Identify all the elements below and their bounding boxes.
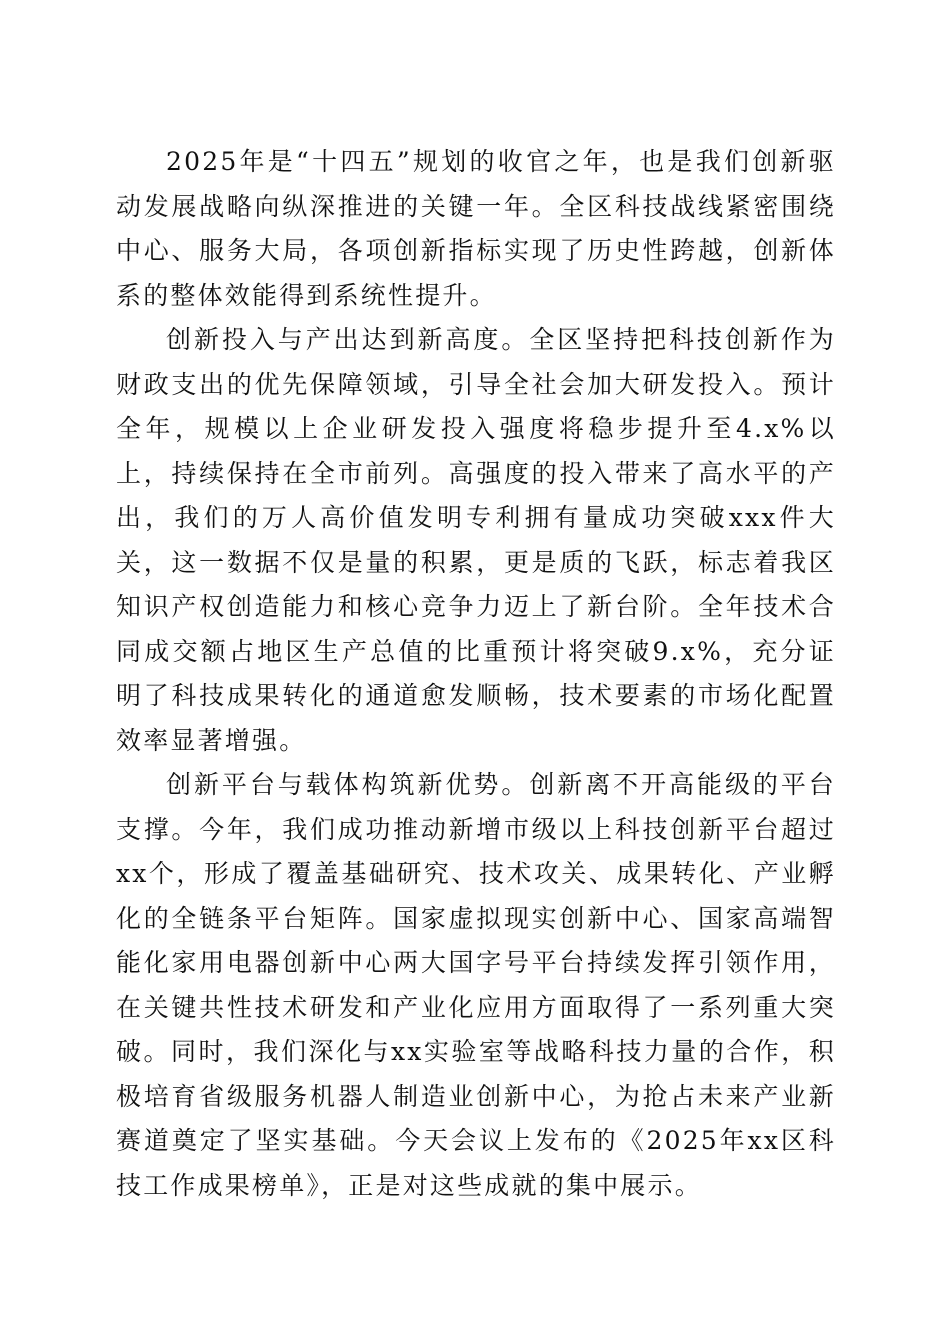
paragraph-innovation-input-output: 创新投入与产出达到新高度。全区坚持把科技创新作为财政支出的优先保障领域，引导全社会加大研发投入。预计全年，规模以上企业研发投入强度将稳步提升至4.x%以上，持续保持在全市前列。高强度的投入带来了高水平的产出，我们的万人高价值发明专利拥有量成功突破xxx件大关，这一数据不仅是量的积累，更是质的飞跃，标志着我区知识产权创造能力和核心竞争力迈上了新台阶。全年技术合同成交额占地区生产总值的比重预计将突破9.x%，充分证明了科技成果转化的通道愈发顺畅，技术要素的市场化配置效率显著增强。	[116, 325, 836, 755]
paragraph-innovation-platforms: 创新平台与载体构筑新优势。创新离不开高能级的平台支撑。今年，我们成功推动新增市级以上科技创新平台超过xx个，形成了覆盖基础研究、技术攻关、成果转化、产业孵化的全链条平台矩阵。国家虚拟现实创新中心、国家高端智能化家用电器创新中心两大国字号平台持续发挥引领作用，在关键共性技术研发和产业化应用方面取得了一系列重大突破。同时，我们深化与xx实验室等战略科技力量的合作，积极培育省级服务机器人制造业创新中心，为抢占未来产业新赛道奠定了坚实基础。今天会议上发布的《2025年xx区科技工作成果榜单》，正是对这些成就的集中展示。	[116, 770, 836, 1200]
paragraph-intro: 2025年是“十四五”规划的收官之年，也是我们创新驱动发展战略向纵深推进的关键一年。全区科技战线紧密围绕中心、服务大局，各项创新指标实现了历史性跨越，创新体系的整体效能得到系统性提升。	[116, 147, 836, 310]
document-body	[116, 140, 836, 1208]
